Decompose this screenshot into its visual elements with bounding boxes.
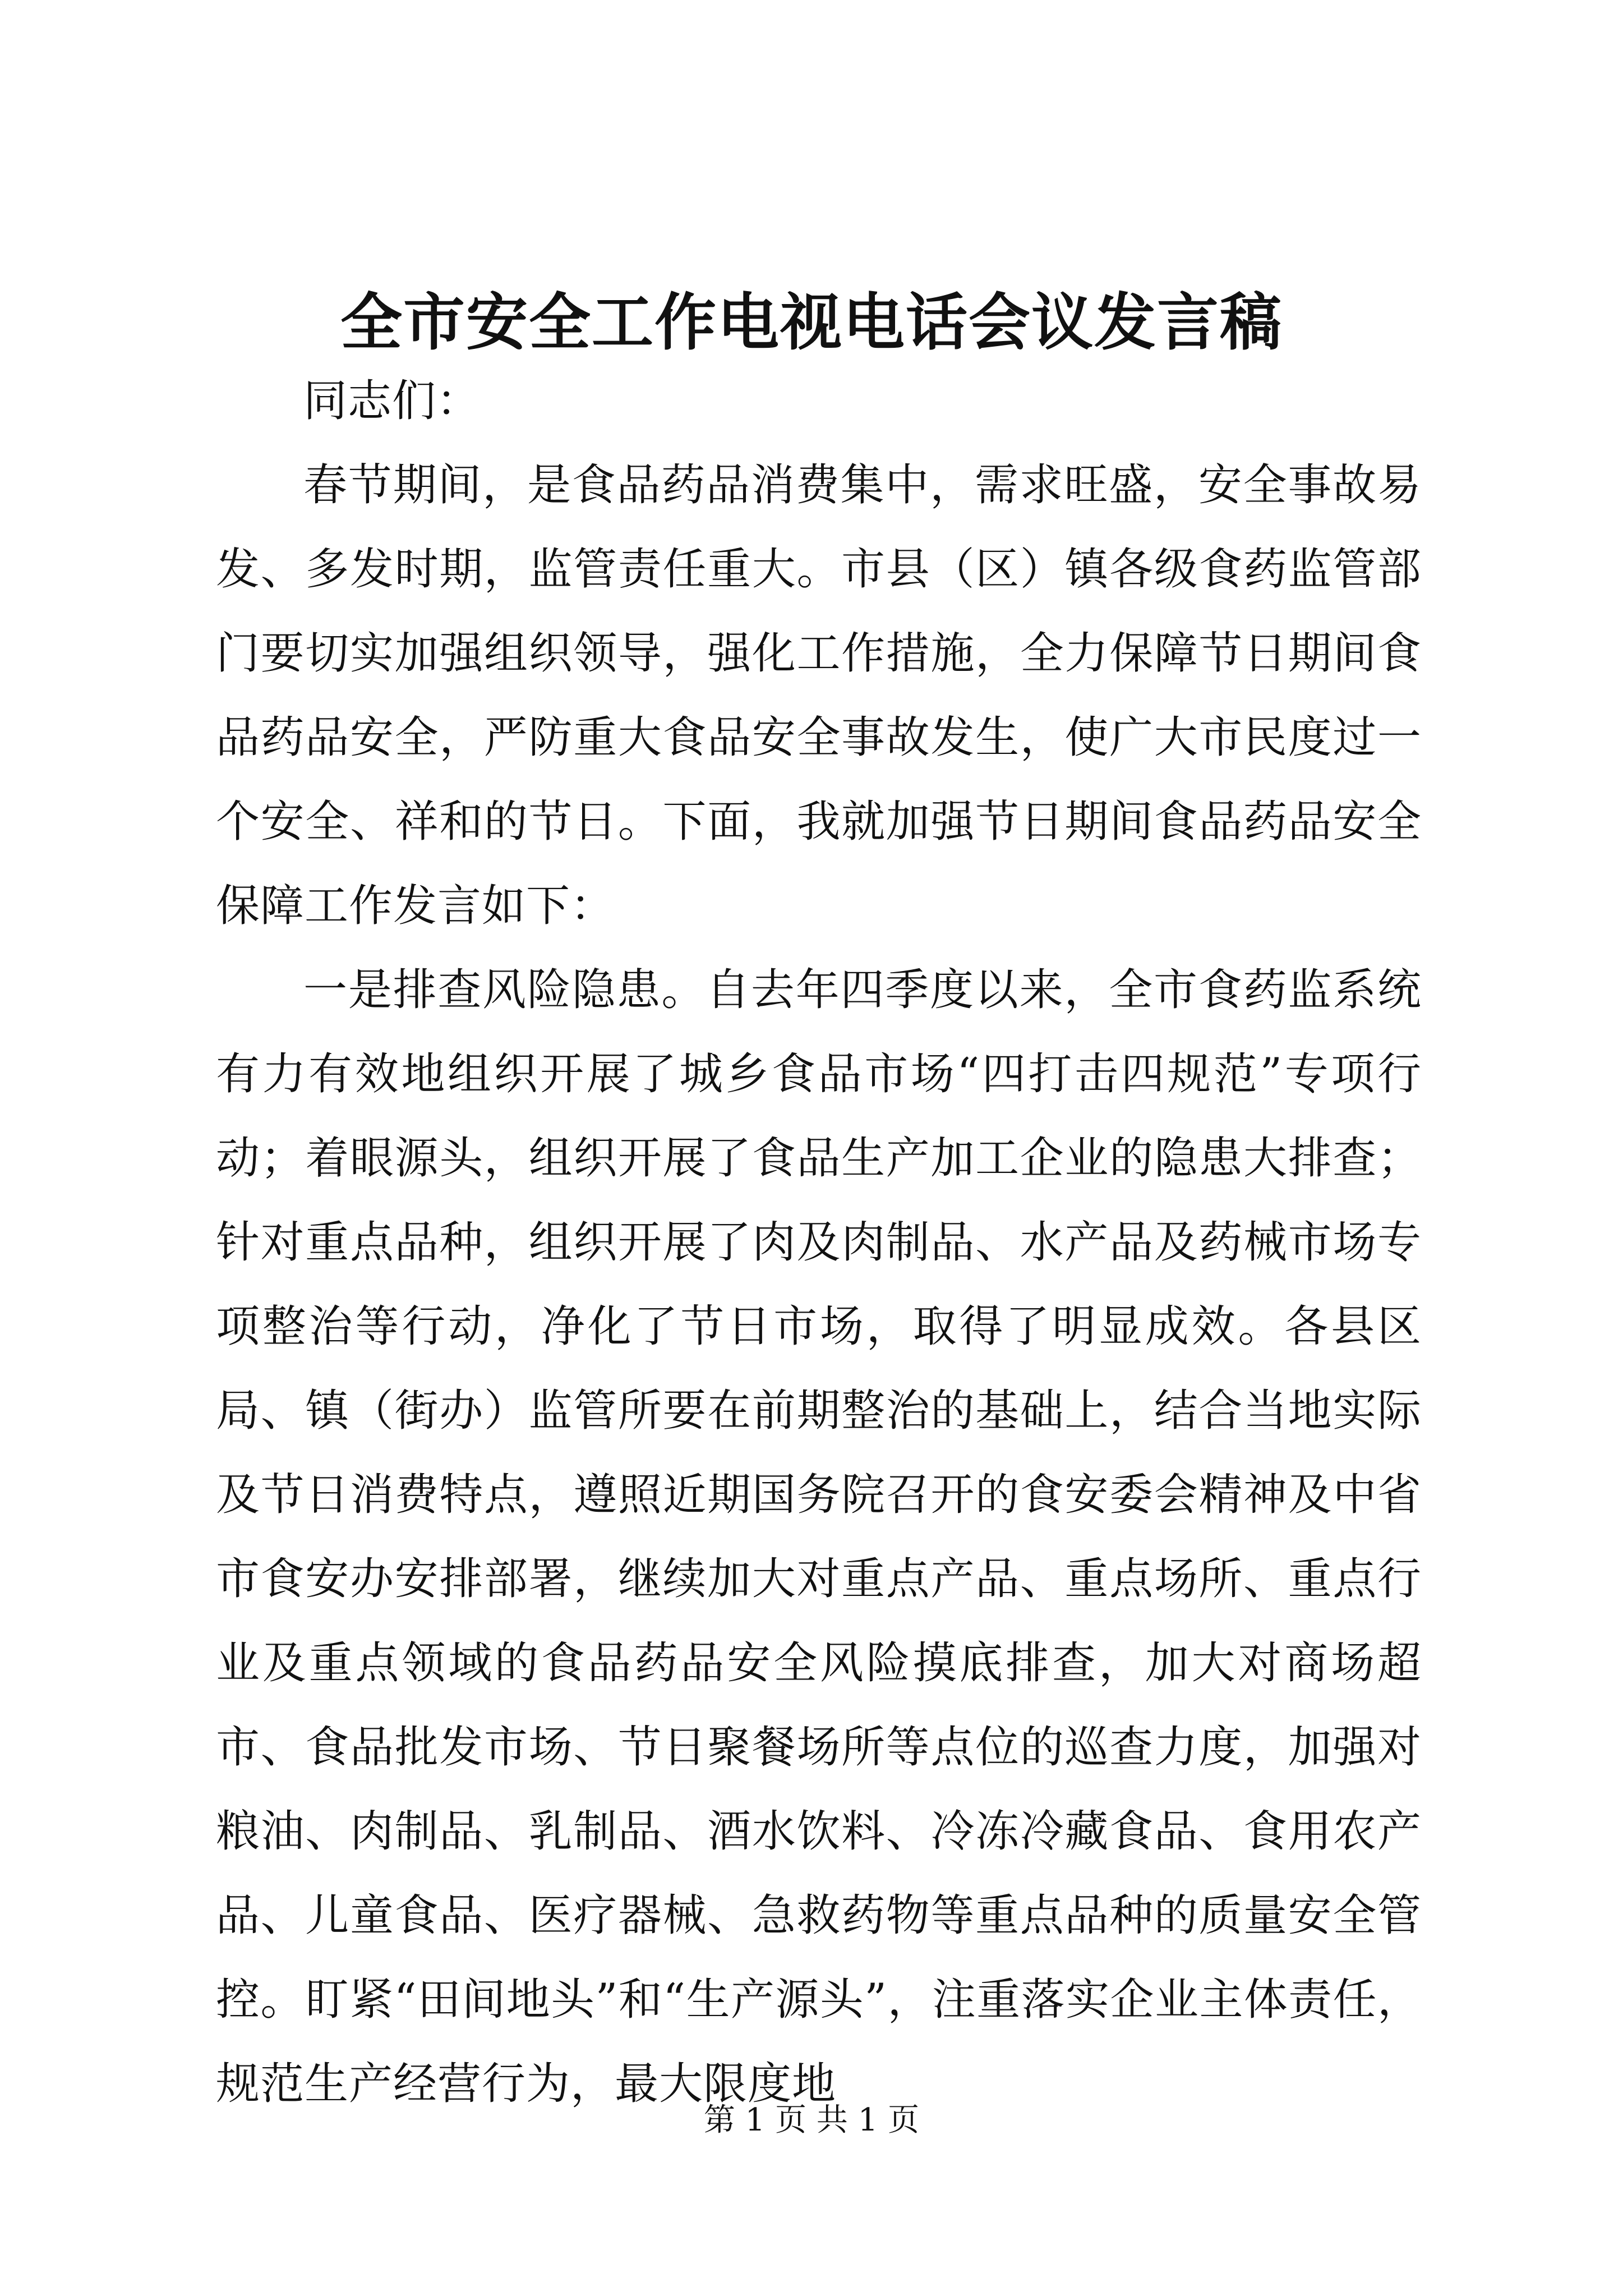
document-body (216, 359, 1422, 2126)
page-footer: 第 1 页 共 1 页 (703, 2102, 920, 2138)
paragraph-2: 一是排查风险隐患。自去年四季度以来，全市食药监系统有力有效地组织开展了城乡食品市场“四打击四规范”专项行动；着眼源头，组织开展了食品生产加工企业的隐患大排查；针对重点品种，组织开展了肉及肉制品、水产品及药械市场专项整治等行动，净化了节日市场，取得了明显成效。各县区局、镇（街办）监管所要在前期整治的基础上，结合当地实际及节日消费特点，遵照近期国务院召开的食安委会精神及中省市食安办安排部署，继续加大对重点产品、重点场所、重点行业及重点领域的食品药品安全风险摸底排查，加大对商场超市、食品批发市场、节日聚餐场所等点位的巡查力度，加强对粮油、肉制品、乳制品、酒水饮料、冷冻冷藏食品、食用农产品、儿童食品、医疗器械、急救药物等重点品种的质量安全管控。盯紧“田间地头”和“生产源头”，注重落实企业主体责任，规范生产经营行为，最大限度地 (216, 965, 1422, 2109)
document-title: 全市安全工作电视电话会议发言稿 (340, 286, 1283, 358)
paragraph-1: 春节期间，是食品药品消费集中，需求旺盛，安全事故易发、多发时期，监管责任重大。市县（区）镇各级食药监管部门要切实加强组织领导，强化工作措施，全力保障节日期间食品药品安全，严防重大食品安全事故发生，使广大市民度过一个安全、祥和的节日。下面，我就加强节日期间食品药品安全保障工作发言如下： (216, 460, 1422, 931)
salutation: 同志们： (303, 376, 481, 426)
